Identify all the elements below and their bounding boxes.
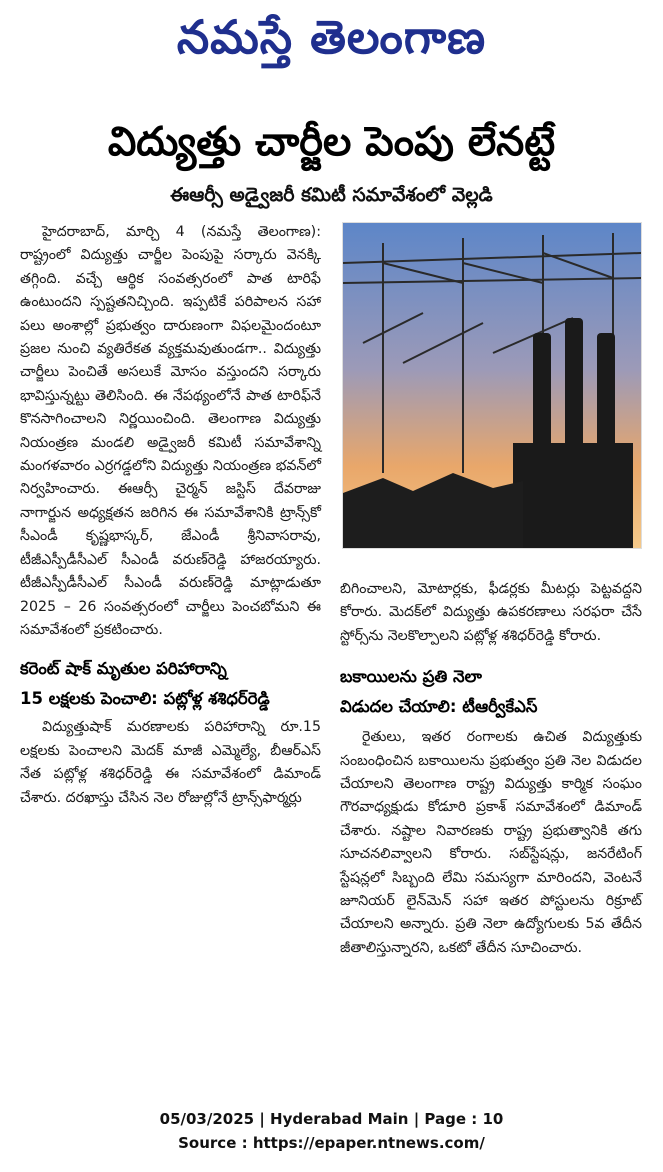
article-right-column: [340, 578, 642, 960]
section-title-arrears: [340, 662, 642, 722]
article-headline: విద్యుత్తు చార్జీల పెంపు లేనట్టే: [107, 119, 556, 165]
section-title-current-shock: [20, 654, 321, 714]
article-paragraph: బిగించాలని, మోటార్లకు, ఫీడర్లకు మీటర్లు పెట్టవద్దని కోరారు. మెదక్‌లో విద్యుత్తు ఉపకరణాలు సరఫరా చేసే స్టోర్స్‌ను నెలకొల్పాలని పట్లోళ్ల శశిధర్‌రెడ్డి కోరారు.: [340, 581, 642, 644]
footer-edition-info: 05/03/2025 | Hyderabad Main | Page : 10: [159, 1110, 504, 1128]
section-title-line: విడుదల చేయాలి: టీఆర్వీకేఎస్: [340, 697, 538, 717]
footer-source-link[interactable]: Source : https://epaper.ntnews.com/: [178, 1134, 485, 1152]
article-left-column: [20, 221, 321, 810]
article-paragraph: విద్యుత్తుషాక్ మరణాలకు పరిహారాన్ని రూ.15 లక్షలకు పెంచాలని మెదక్ మాజీ ఎమ్మెల్యే, బీఆర్‌ఎస్ నేత పట్లోళ్ల శశిధర్‌రెడ్డి ఈ సమావేశంలో డిమాండ్ చేశారు. దరఖాస్తు చేసిన నెల రోజుల్లోనే ట్రాన్స్‌ఫార్మర్లు: [20, 719, 321, 806]
article-paragraph: హైదరాబాద్, మార్చి 4 (నమస్తే తెలంగాణ): రాష్ట్రంలో విద్యుత్తు చార్జీల పెంపుపై సర్కారు వెనక్కి తగ్గింది. వచ్చే ఆర్థిక సంవత్సరంలో పాత టారిఫే ఉంటుందని స్పష్టతనిచ్చింది. ఇప్పటికే పరిపాలన సహా పలు అంశాల్లో ప్రభుత్వం దారుణంగా విఫలమైందంటూ ప్రజల నుంచి వ్యతిరేకత వ్యక్తమవుతుండగా.. విద్యుత్తు చార్జీలు పెంచితే అసలుకే మోసం వస్తుందని సర్కారు భావిస్తున్నట్టు తెలిసింది. ఈ నేపథ్యంలోనే పాత టారిఫ్‌నే కొనసాగించాలని నిర్ణయించింది. తెలంగాణ విద్యుత్తు నియంత్రణ మండలి అడ్వైజరీ కమిటీ సమావేశాన్ని మంగళవారం ఎర్రగడ్డలోని విద్యుత్తు నియంత్రణ భవన్‌లో నిర్వహించారు. ఈఆర్సీ చైర్మన్ జస్టిస్ దేవరాజు నాగార్జున అధ్యక్షతన జరిగిన ఈ సమావేశానికి ట్రాన్స్‌కో సీఎండీ కృష్ణభాస్కర్, జేఎండీ శ్రీనివాసరావు, టీజీఎస్పీడీసీఎల్ సీఎండీ వరుణ్‌రెడ్డి హాజరయ్యారు. టీజీఎస్పీడీసీఎల్ సీఎండీ వరుణ్‌రెడ్డి మాట్లాడుతూ 2025 – 26 సంవత్సరంలో చార్జీలు పెంచబోమని ఈ సమావేశంలో ప్రకటించారు.: [20, 224, 321, 638]
newspaper-masthead: నమస్తే తెలంగాణ: [176, 10, 487, 64]
section-title-line: బకాయిలను ప్రతి నెలా: [340, 667, 482, 687]
section-title-line: కరెంట్ షాక్ మృతుల పరిహారాన్ని: [20, 659, 227, 679]
section-title-line: 15 లక్షలకు పెంచాలి: పట్లోళ్ల శశిధర్‌రెడ్డి: [20, 689, 270, 709]
article-paragraph: రైతులు, ఇతర రంగాలకు ఉచిత విద్యుత్తుకు సంబంధించిన బకాయిలను ప్రభుత్వం ప్రతి నెల విడుదల చేయాలని తెలంగాణ రాష్ట్ర విద్యుత్తు కార్మిక సంఘం గౌరవాధ్యక్షుడు కోడూరి ప్రకాశ్ సమావేశంలో డిమాండ్ చేశారు. నష్టాల నివారణకు రాష్ట్ర ప్రభుత్వానికి తగు సూచనలివ్వాలని కోరారు. సబ్‌స్టేషన్లు, జనరేటింగ్ స్టేషన్లలో సిబ్బంది లేమి సమస్యగా మారిందని, వెంటనే జూనియర్ లైన్‌మెన్ సహా ఇతర పోస్టులను రిక్రూట్ చేయాలని అన్నారు. ప్రతి నెలా ఉద్యోగులకు 5వ తేదీన జీతాలిస్తున్నారని, ఒకటో తేదీన సూచించారు.: [340, 729, 642, 956]
power-substation-photo: [342, 222, 642, 549]
article-subheadline: ఈఆర్సీ అడ్వైజరీ కమిటీ సమావేశంలో వెల్లడి: [170, 184, 493, 206]
